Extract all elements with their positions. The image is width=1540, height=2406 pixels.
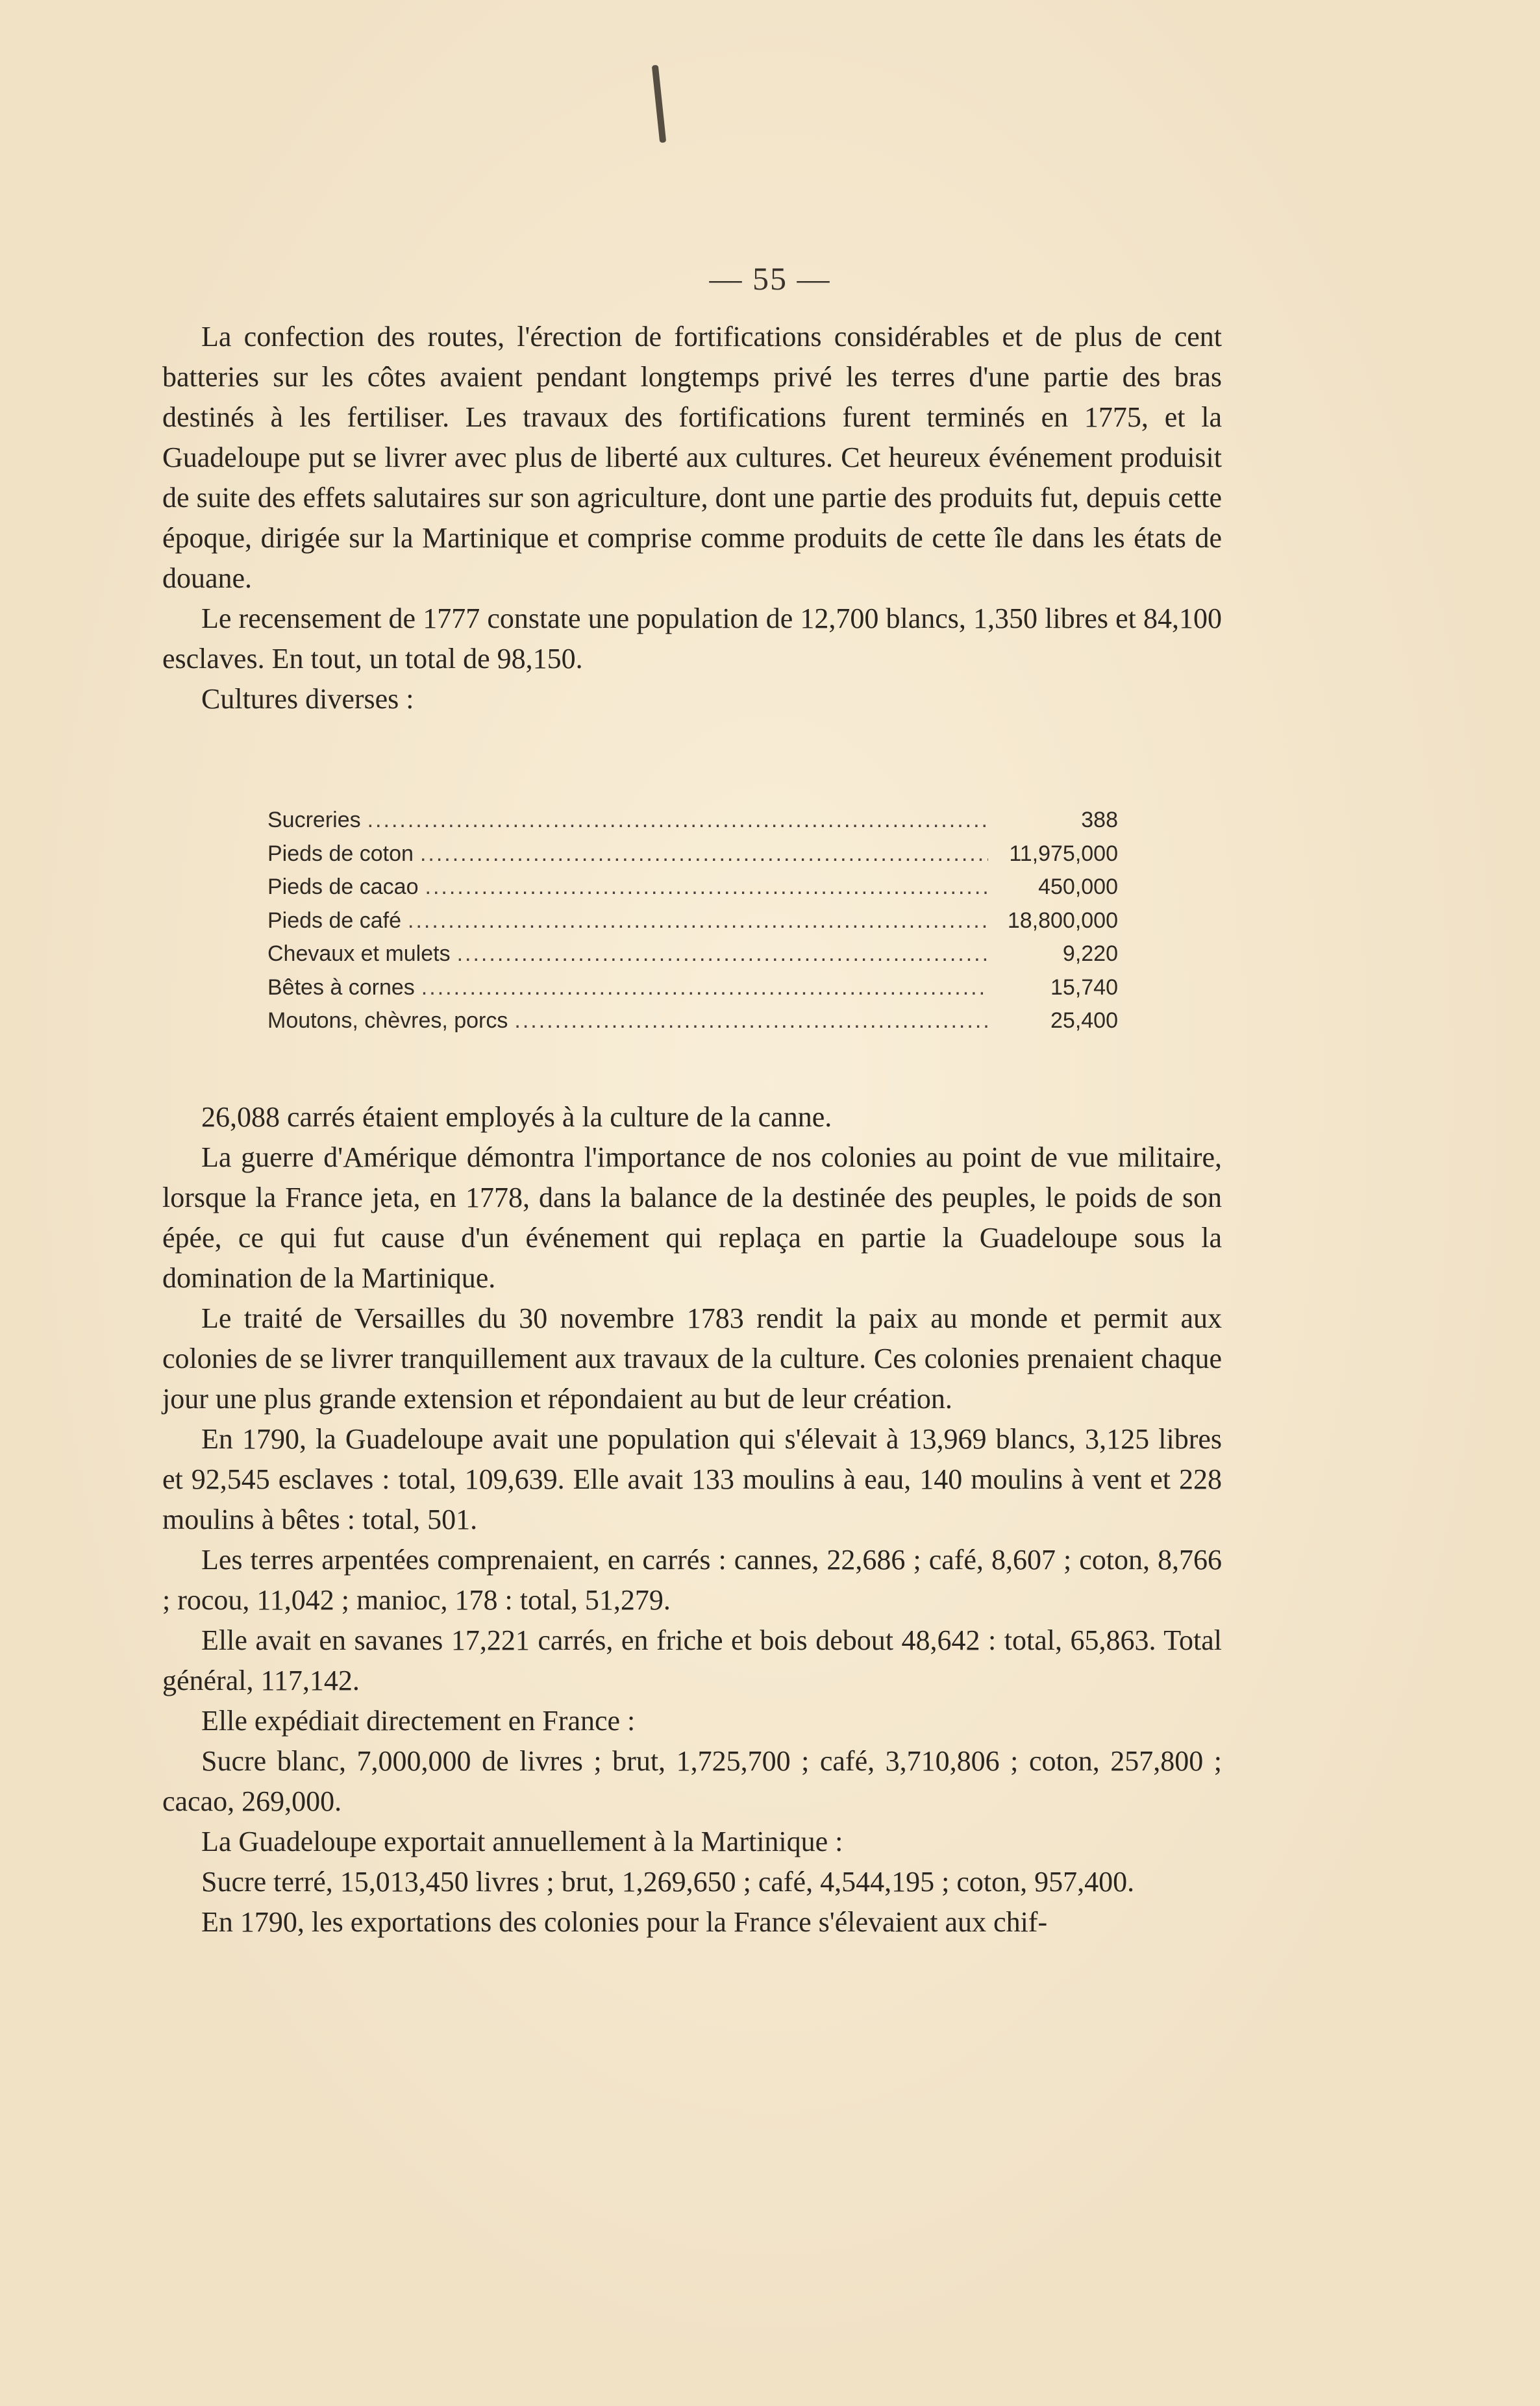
- row-label: Moutons, chèvres, porcs: [267, 1008, 508, 1033]
- paragraph: Les terres arpentées comprenaient, en carrés : cannes, 22,686 ; café, 8,607 ; coton, 8,766 ; rocou, 11,042 ; manioc, 178 : total, 51,279.: [162, 1544, 1222, 1616]
- paragraph: En 1790, les exportations des colonies pour la France s'élevaient aux chif-: [201, 1906, 1048, 1938]
- ink-mark: [652, 65, 666, 143]
- paragraph: La guerre d'Amérique démontra l'importance de nos colonies au point de vue militaire, lorsque la France jeta, en 1778, dans la balance de la destinée des peuples, le poids de son épée, ce qui fut cause d'un événement qui replaça en partie la Guadeloupe sous la domination de la Martinique.: [162, 1141, 1222, 1294]
- table-row: [267, 904, 1118, 938]
- table-row: [267, 971, 1118, 1005]
- row-label: Chevaux et mulets: [267, 941, 451, 966]
- text-block-top: [162, 317, 1222, 719]
- row-value: 9,220: [1062, 941, 1118, 966]
- paragraph: Elle avait en savanes 17,221 carrés, en friche et bois debout 48,642 : total, 65,863. Total général, 117,142.: [162, 1624, 1222, 1696]
- leader-dots: [421, 971, 988, 1005]
- row-value: 18,800,000: [1007, 908, 1118, 933]
- table-row: [267, 1004, 1118, 1038]
- page-number: — 55 —: [709, 260, 831, 297]
- paragraph: Cultures diverses :: [201, 683, 414, 715]
- paragraph: La Guadeloupe exportait annuellement à la Martinique :: [201, 1826, 843, 1857]
- row-label: Pieds de café: [267, 908, 402, 933]
- table-row: [267, 871, 1118, 904]
- leader-dots: [457, 937, 988, 971]
- table-row: [267, 937, 1118, 971]
- row-value: 11,975,000: [1009, 841, 1118, 866]
- paragraph: 26,088 carrés étaient employés à la culture de la canne.: [201, 1101, 832, 1133]
- paragraph: Le traité de Versailles du 30 novembre 1783 rendit la paix au monde et permit aux colonies de se livrer tranquillement aux travaux de la culture. Ces colonies prenaient chaque jour une plus grande extension et répondaient au but de leur création.: [162, 1302, 1222, 1415]
- text-block-bottom: [162, 1097, 1222, 1942]
- table-row: [267, 837, 1118, 871]
- paragraph: Elle expédiait directement en France :: [201, 1705, 636, 1737]
- paragraph: Sucre blanc, 7,000,000 de livres ; brut, 1,725,700 ; café, 3,710,806 ; coton, 257,800 ; cacao, 269,000.: [162, 1745, 1222, 1817]
- leader-dots: [425, 871, 989, 904]
- paragraph: La confection des routes, l'érection de fortifications considérables et de plus de cent batteries sur les côtes avaient pendant longtemps privé les terres d'une partie des bras destinés à les fertiliser. Les travaux des fortifications furent terminés en 1775, et la Guadeloupe put se livrer avec plus de liberté aux cultures. Cet heureux événement produisit de suite des effets salutaires sur son agriculture, dont une partie des produits fut, depuis cette époque, dirigée sur la Martinique et comprise comme produits de cette île dans les états de douane.: [162, 321, 1222, 594]
- paragraph: En 1790, la Guadeloupe avait une population qui s'élevait à 13,969 blancs, 3,125 libres et 92,545 esclaves : total, 109,639. Elle avait 133 moulins à eau, 140 moulins à vent et 228 moulins à bêtes : total, 501.: [162, 1423, 1222, 1535]
- row-value: 388: [1081, 808, 1118, 832]
- leader-dots: [514, 1004, 988, 1038]
- paragraph: Sucre terré, 15,013,450 livres ; brut, 1,269,650 ; café, 4,544,195 ; coton, 957,400.: [201, 1866, 1135, 1898]
- row-value: 15,740: [1050, 974, 1118, 1000]
- cultures-table: [267, 804, 1118, 1038]
- row-label: Pieds de cacao: [267, 874, 419, 899]
- row-label: Bêtes à cornes: [267, 974, 415, 1000]
- leader-dots: [420, 837, 988, 871]
- leader-dots: [408, 904, 988, 938]
- leader-dots: [367, 804, 988, 837]
- row-label: Sucreries: [267, 808, 361, 832]
- row-value: 25,400: [1050, 1008, 1118, 1033]
- row-value: 450,000: [1038, 874, 1118, 899]
- row-label: Pieds de coton: [267, 841, 414, 866]
- table-row: [267, 804, 1118, 837]
- paragraph: Le recensement de 1777 constate une population de 12,700 blancs, 1,350 libres et 84,100 esclaves. En tout, un total de 98,150.: [162, 602, 1222, 675]
